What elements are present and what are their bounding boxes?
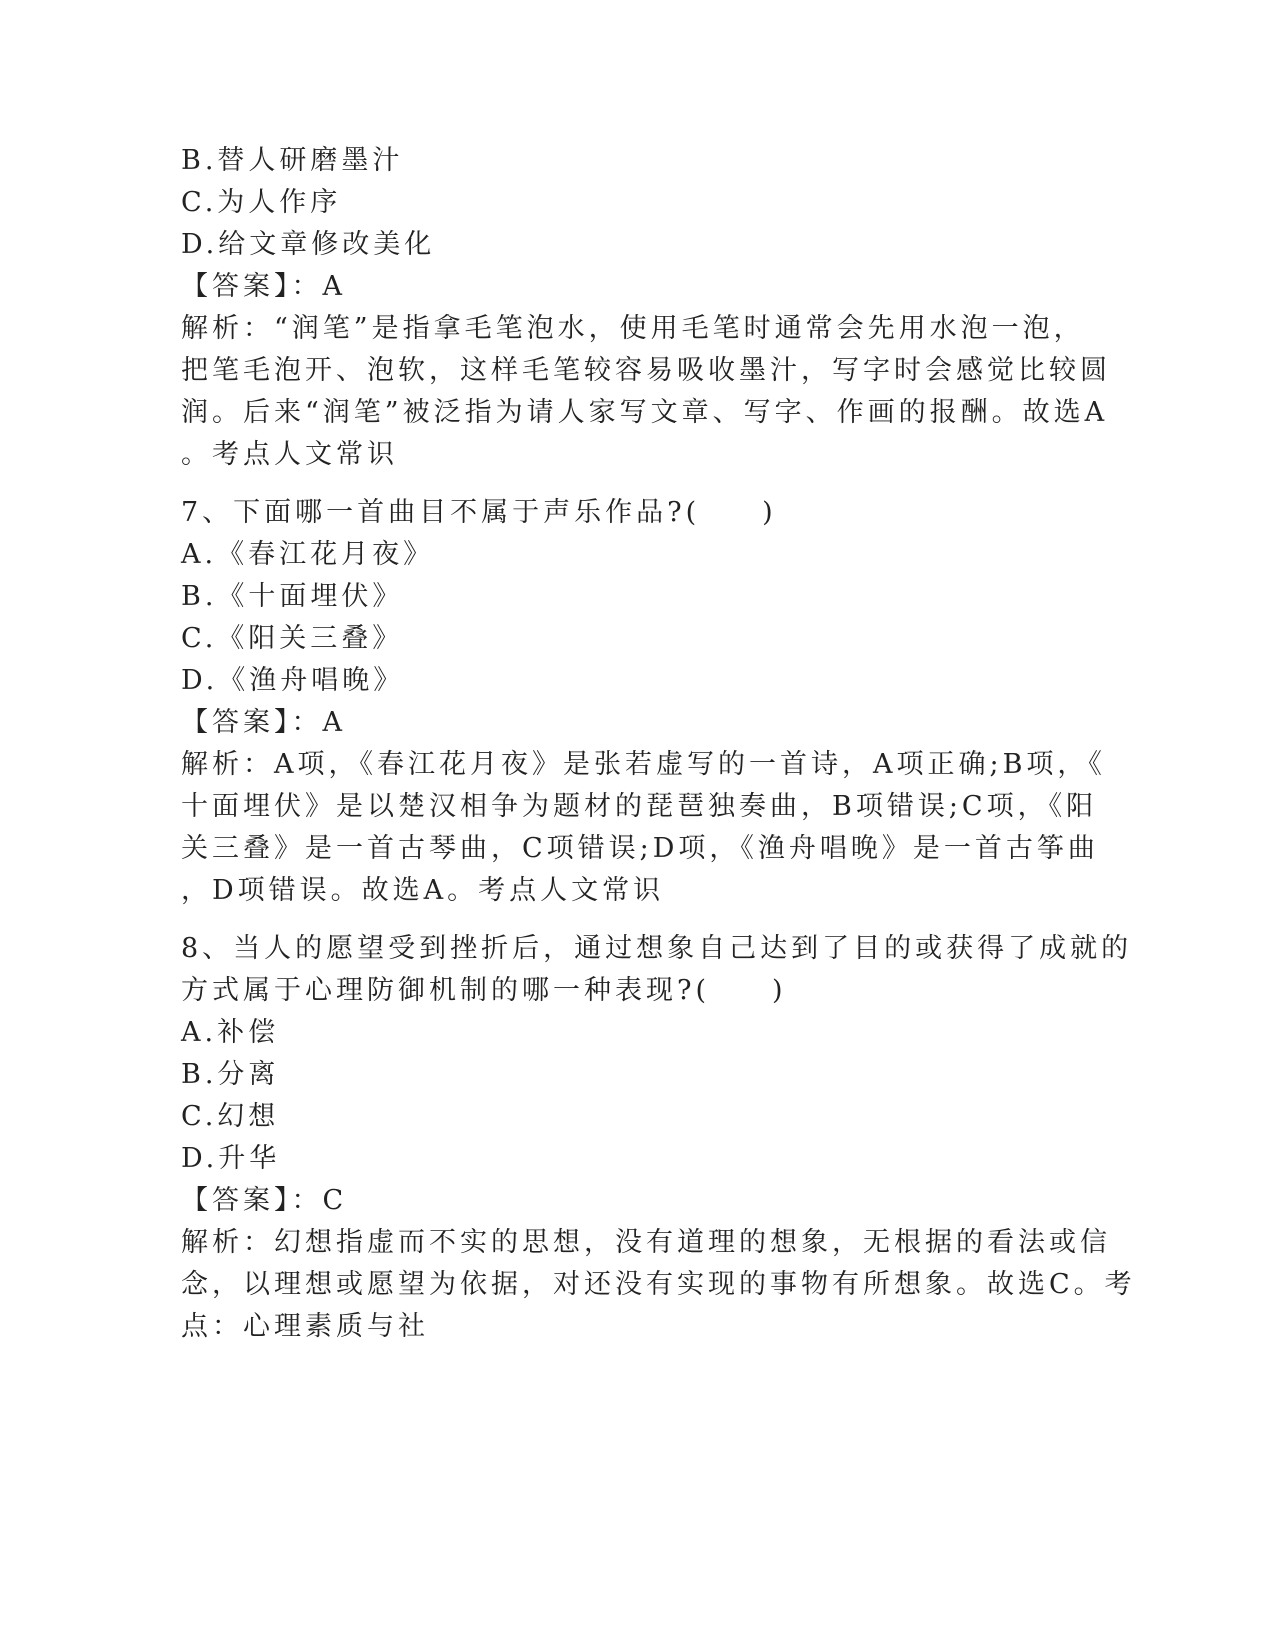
option-c: C.《阳关三叠》: [181, 623, 404, 654]
analysis-line: 把笔毛泡开、泡软，这样毛笔较容易吸收墨汁，写字时会感觉比较圆: [181, 355, 1111, 386]
option-a: A.《春江花月夜》: [181, 539, 435, 570]
option-d: D.《渔舟唱晚》: [181, 665, 405, 696]
option-d: D.给文章修改美化: [181, 229, 436, 260]
answer-line: 【答案】：A: [181, 707, 346, 738]
option-b: B.分离: [181, 1059, 280, 1090]
analysis-line: 点：心理素质与社: [181, 1311, 429, 1342]
option-d: D.升华: [181, 1143, 281, 1174]
option-a: A.补偿: [181, 1017, 280, 1048]
question-text: 7、下面哪一首曲目不属于声乐作品?( ): [181, 497, 777, 528]
answer-line: 【答案】：C: [181, 1185, 348, 1216]
analysis-line: 润。后来“润笔”被泛指为请人家写文章、写字、作画的报酬。故选A: [181, 397, 1109, 428]
option-b: B.替人研磨墨汁: [181, 145, 404, 176]
analysis-line: 解析：“润笔”是指拿毛笔泡水，使用毛笔时通常会先用水泡一泡，: [181, 313, 1085, 344]
question-block: [181, 140, 1111, 476]
analysis-line: 解析：幻想指虚而不实的思想，没有道理的想象，无根据的看法或信: [181, 1227, 1111, 1258]
option-c: C.为人作序: [181, 187, 342, 218]
analysis-line: 念，以理想或愿望为依据，对还没有实现的事物有所想象。故选C。考: [181, 1269, 1136, 1300]
option-c: C.幻想: [181, 1101, 280, 1132]
option-b: B.《十面埋伏》: [181, 581, 404, 612]
analysis-line: 十面埋伏》是以楚汉相争为题材的琵琶独奏曲，B项错误;C项，《阳: [181, 791, 1098, 822]
analysis-line: 关三叠》是一首古琴曲，C项错误;D项，《渔舟唱晚》是一首古筝曲: [181, 833, 1099, 864]
answer-line: 【答案】：A: [181, 271, 346, 302]
analysis-line: ，D项错误。故选A。考点人文常识: [181, 875, 665, 906]
analysis-line: 解析：A项，《春江花月夜》是张若虚写的一首诗，A项正确;B项，《: [181, 749, 1106, 780]
question-text: 8、当人的愿望受到挫折后，通过想象自己达到了目的或获得了成就的: [181, 933, 1133, 964]
question-block: [181, 928, 1136, 1348]
analysis-line: 。考点人文常识: [181, 439, 398, 470]
question-text: 方式属于心理防御机制的哪一种表现?( ): [181, 975, 787, 1006]
question-block: [181, 492, 1106, 912]
document-page: [181, 140, 1136, 1348]
